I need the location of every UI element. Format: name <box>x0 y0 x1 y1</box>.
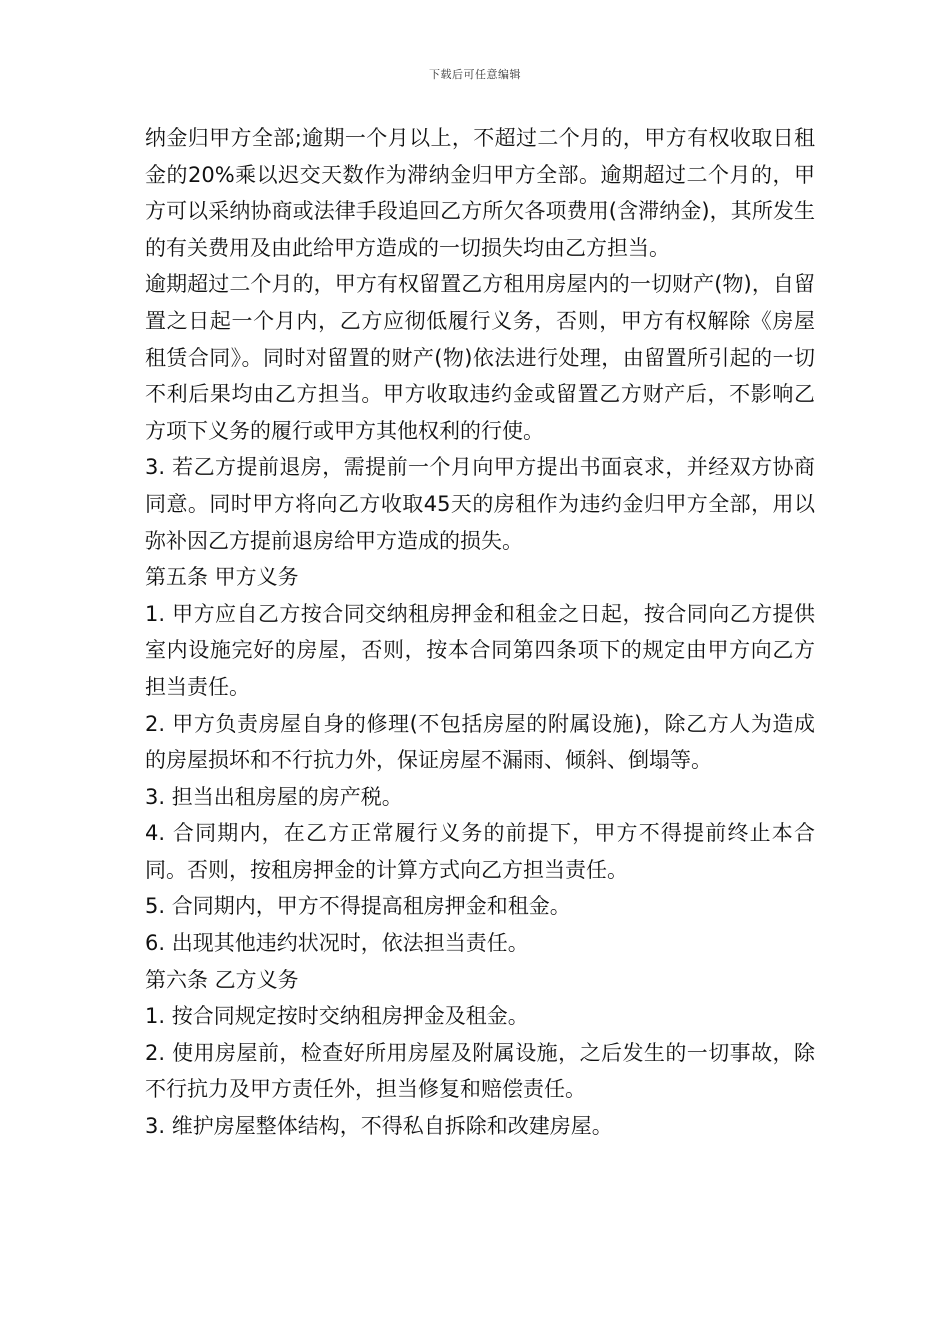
article-6-item-3: 3. 维护房屋整体结构，不得私自拆除和改建房屋。 <box>145 1114 613 1139</box>
paragraph-early-termination: 3. 若乙方提前退房，需提前一个月向甲方提出书面哀求，并经双方协商同意。同时甲方将向乙方收取45天的房租作为违约金归甲方全部，用以弥补因乙方提前退房给甲方造成的损失。 <box>145 455 815 553</box>
article-5-item-3: 3. 担当出租房屋的房产税。 <box>145 784 403 809</box>
article-5-item-5: 5. 合同期内，甲方不得提高租房押金和租金。 <box>145 894 571 919</box>
paragraph-late-fee: 纳金归甲方全部;逾期一个月以上，不超过二个月的，甲方有权收取日租金的20%乘以迟交天数作为滞纳金归甲方全部。逾期超过二个月的，甲方可以采纳协商或法律手段追回乙方所欠各项费用(含滞纳金)，其所发生的有关费用及由此给甲方造成的一切损失均由乙方担当。 <box>145 126 815 260</box>
paragraph-property-lien: 逾期超过二个月的，甲方有权留置乙方租用房屋内的一切财产(物)，自留置之日起一个月内，乙方应彻低履行义务，否则，甲方有权解除《房屋租赁合同》。同时对留置的财产(物)依法进行处理，由留置所引起的一切不利后果均由乙方担当。甲方收取违约金或留置乙方财产后，不影响乙方项下义务的履行或甲方其他权利的行使。 <box>145 272 815 443</box>
section-heading-article-6: 第六条 乙方义务 <box>145 967 299 992</box>
page-header: 下载后可任意编辑 <box>429 68 521 81</box>
article-6-item-1: 1. 按合同规定按时交纳租房押金及租金。 <box>145 1004 529 1029</box>
article-5-item-6: 6. 出现其他违约状况时，依法担当责任。 <box>145 931 529 956</box>
article-5-item-2: 2. 甲方负责房屋自身的修理(不包括房屋的附属设施)，除乙方人为造成的房屋损坏和不行抗力外，保证房屋不漏雨、倾斜、倒塌等。 <box>145 711 815 773</box>
article-5-item-4: 4. 合同期内，在乙方正常履行义务的前提下，甲方不得提前终止本合同。否则，按租房押金的计算方式向乙方担当责任。 <box>145 821 815 882</box>
article-5-item-1: 1. 甲方应自乙方按合同交纳租房押金和租金之日起，按合同向乙方提供室内设施完好的房屋，否则，按本合同第四条项下的规定由甲方向乙方担当责任。 <box>145 601 815 699</box>
document-body <box>145 120 815 1145</box>
section-heading-article-5: 第五条 甲方义务 <box>145 565 299 590</box>
article-6-item-2: 2. 使用房屋前，检查好所用房屋及附属设施，之后发生的一切事故，除不行抗力及甲方责任外，担当修复和赔偿责任。 <box>145 1040 815 1102</box>
